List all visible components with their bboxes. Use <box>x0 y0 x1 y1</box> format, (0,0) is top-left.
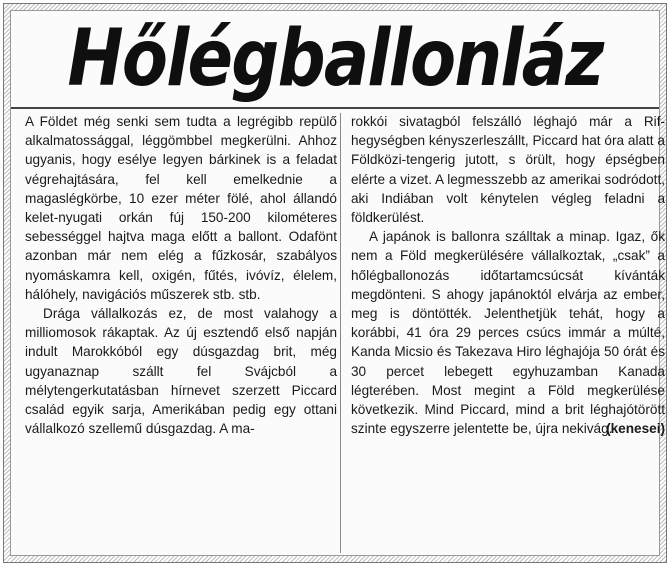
article-body <box>10 10 665 556</box>
headline: Hőlégballonláz <box>67 14 603 104</box>
paragraph: rokkói sivatagból felszálló léghajó már a Rif-hegységben kényszerleszállt, Piccard hat óra alatt a Földközi-tengerig jutott, s örült, hogy épségben elérte a vizet. A legmesszebb az amerikai sodródott, aki Indiában volt kénytelen végleg feladni a földkerülést. <box>351 114 665 226</box>
right-column <box>351 112 665 439</box>
column-divider <box>340 113 341 553</box>
paragraph: A japánok is ballonra szálltak a minap. Igaz, ők nem a Föld megkerülésére vállalkoztak, „csak” a hőlégballonozás időtartamcsúcsát kívánták megdönteni. S ahogy japánoktól elvárja az ember, meg is döntötték. Jelenthetjük tehát, hogy a korábbi, 41 óra 29 perces csúcs immár a múlté, Kanda Micsio és Takezava Hiro léghajója 50 órát és 30 percet lebegett egyhuzamban Kanada légterében. Most megint a Föld megkerülése következik. Mind Piccard, mind a brit léghajótörött szinte egyszerre jelentette be, újra nekivág. <box>351 229 665 437</box>
author-signature: (kenesei) <box>606 421 665 437</box>
left-column <box>25 112 337 438</box>
headline-rule <box>11 107 659 109</box>
paragraph: Drága vállalkozás ez, de most valahogy a milliomosok rákaptak. Az új esztendő első napján indult Marokkóból egy dúsgazdag brit, még ugyanaznap szállt fel Svájcból a mélytengerkutatásban hírnevet szerzett Piccard család egyik sarja, Amerikában pedig egy ottani vállalkozó szellemű dúsgazdag. A ma- <box>25 306 337 437</box>
article-frame <box>3 3 667 563</box>
paragraph: A Földet még senki sem tudta a legrégibb repülő alkalmatossággal, léggömbbel megkerülni. Ahhoz ugyanis, hogy esélye legyen bárkinek is a feladat végrehajtására, fel kell emelkednie a magaslégkörbe, 10 ezer méter fölé, ahol állandó kelet-nyugati orkán fúj 150-200 kilométeres sebességgel hajtva maga előtt a ballont. Odafönt azonban már nem elég a fűzkosár, szabályos nyomáskamra kell, oxigén, fűtés, ivóvíz, élelem, hálóhely, navigációs műszerek stb. stb. <box>25 114 337 302</box>
